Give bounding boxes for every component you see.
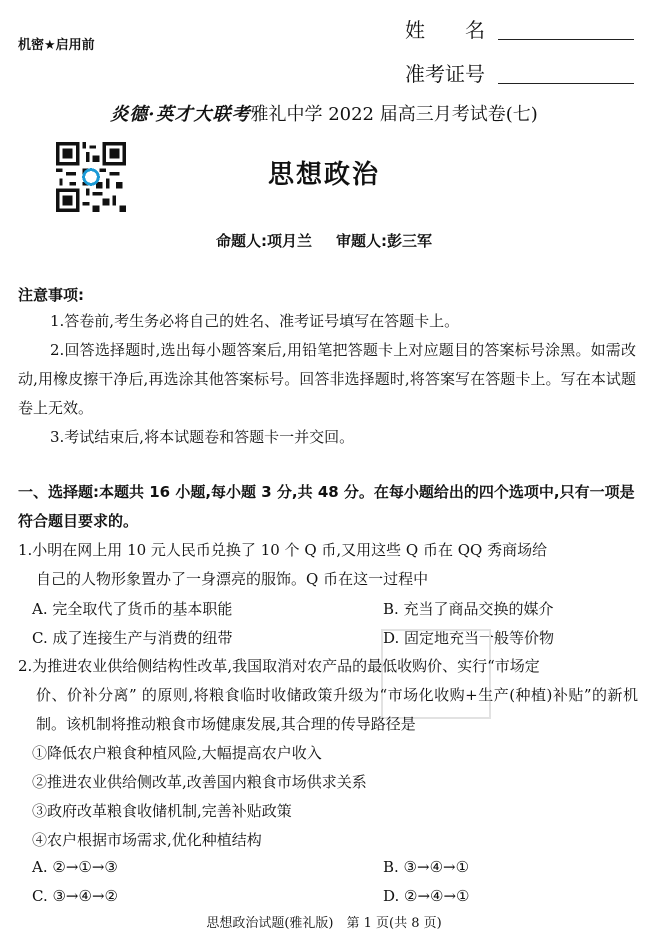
q1-option-d[interactable]: D. 固定地充当一般等价物 — [383, 629, 555, 647]
subject-title: 思想政治 — [267, 160, 380, 190]
q1-stem-line2: 自己的人物形象置办了一身漂亮的服饰。Q 币在这一过程中 — [36, 570, 429, 588]
page-footer: 思想政治试题(雅礼版) 第 1 页(共 8 页) — [206, 916, 442, 931]
confidential-label: 机密★启用前 — [18, 38, 95, 53]
setter-label: 命题人:项月兰 — [216, 232, 312, 250]
brand-name: 炎德·英才大联考 — [110, 104, 251, 125]
name-field[interactable] — [498, 38, 634, 40]
q1-option-b[interactable]: B. 充当了商品交换的媒介 — [383, 600, 554, 618]
exam-id-field[interactable] — [498, 82, 634, 84]
notice-title: 注意事项: — [18, 286, 84, 304]
q2-item-3: ③政府改革粮食收储机制,完善补贴政策 — [32, 802, 292, 820]
q2-stem-line1: 2.为推进农业供给侧结构性改革,我国取消对农产品的最低收购价、实行“市场定 — [18, 657, 540, 675]
notice-item-3: 3.考试结束后,将本试题卷和答题卡一并交回。 — [50, 428, 355, 446]
exam-title — [0, 100, 648, 126]
q1-option-a[interactable]: A. 完全取代了货币的基本职能 — [32, 600, 233, 618]
q2-option-b[interactable]: B. ③→④→① — [383, 858, 470, 876]
q2-item-1: ①降低农户粮食种植风险,大幅提高农户收入 — [32, 744, 322, 762]
question-1-stem — [18, 536, 638, 594]
exam-id-label: 准考证号 — [405, 62, 485, 86]
notice-item-1: 1.答卷前,考生务必将自己的姓名、准考证号填写在答题卡上。 — [50, 312, 460, 330]
name-label: 姓 名 — [405, 18, 485, 42]
section-heading: 一、选择题:本题共 16 小题,每小题 3 分,共 48 分。在每小题给出的四个选项中,只有一项是符合题目要求的。 — [18, 483, 635, 530]
q2-option-d[interactable]: D. ②→④→① — [383, 887, 470, 905]
authors-line — [0, 230, 648, 251]
reviewer-label: 审题人:彭三军 — [336, 232, 432, 250]
notice-item-2: 2.回答选择题时,选出每小题答案后,用铅笔把答题卡上对应题目的答案标号涂黑。如需改动,用橡皮擦干净后,再选涂其他答案标号。回答非选择题时,将答案写在答题卡上。写在本试题卷上无效。 — [18, 341, 636, 417]
q2-stem-rest: 价、价补分离” 的原则,将粮食临时收储政策升级为“市场化收购+生产(种植)补贴”的新机制。该机制将推动粮食市场健康发展,其合理的传导路径是 — [36, 686, 638, 733]
q1-stem-line1: 1.小明在网上用 10 元人民币兑换了 10 个 Q 币,又用这些 Q 币在 QQ 秀商场给 — [18, 541, 548, 559]
q2-option-c[interactable]: C. ③→④→② — [32, 887, 118, 905]
q2-item-4: ④农户根据市场需求,优化种植结构 — [32, 831, 262, 849]
q2-option-a[interactable]: A. ②→①→③ — [32, 858, 118, 876]
exam-title-text: 雅礼中学 2022 届高三月考试卷(七) — [250, 104, 538, 125]
q1-option-c[interactable]: C. 成了连接生产与消费的纽带 — [32, 629, 233, 647]
question-2-stem — [18, 652, 638, 739]
q2-item-2: ②推进农业供给侧改革,改善国内粮食市场供求关系 — [32, 773, 367, 791]
